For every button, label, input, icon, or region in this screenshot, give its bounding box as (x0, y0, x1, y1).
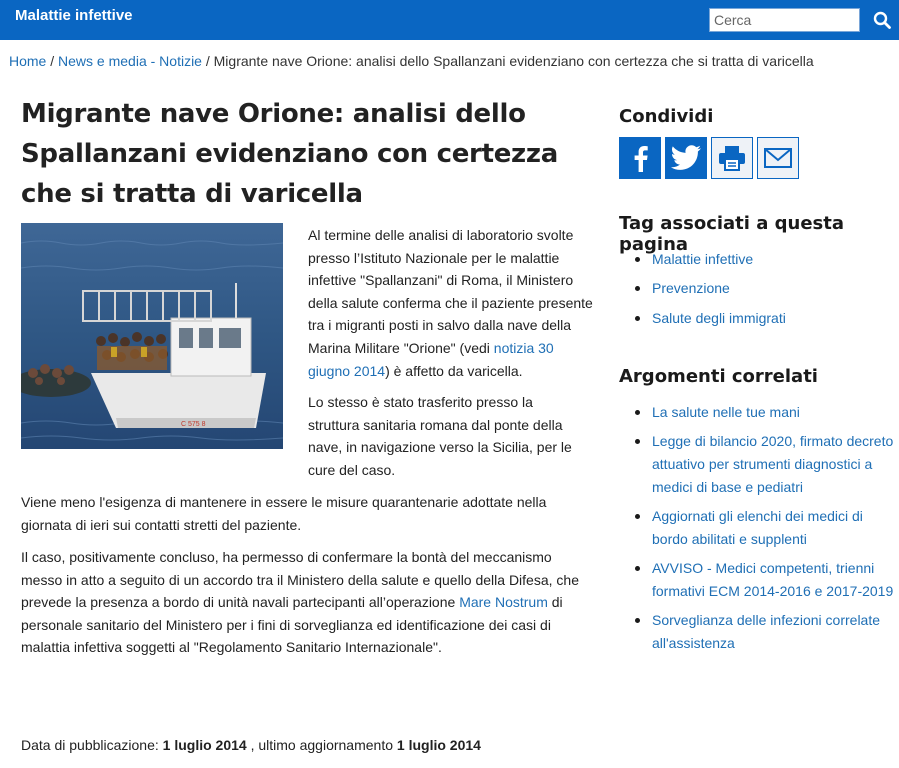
email-share-button[interactable] (757, 137, 799, 179)
list-item (619, 401, 894, 424)
list-item (619, 557, 894, 602)
breadcrumb-current: Migrante nave Orione: analisi dello Spallanzani evidenziano con certezza che si tratta di varicella (213, 53, 814, 69)
twitter-icon (670, 144, 702, 172)
article-paragraph: Lo stesso è stato trasferito presso la struttura sanitaria romana dal ponte della nave, in navigazione verso la Sicilia, per le cure del caso. (308, 394, 572, 478)
related-link[interactable]: Sorveglianza delle infezioni correlate all'assistenza (652, 611, 881, 651)
related-link[interactable]: AVVISO - Medici competenti, trienni formativi ECM 2014-2016 e 2017-2019 (652, 559, 894, 599)
breadcrumb-separator: / (50, 53, 59, 69)
related-link[interactable]: Legge di bilancio 2020, firmato decreto attuativo per strumenti diagnostici a medici di base e pediatri (652, 433, 894, 495)
list-item (619, 277, 889, 300)
publication-label: Data di pubblicazione: (21, 737, 163, 753)
paragraph-text: ) è affetto da varicella. (385, 362, 523, 379)
paragraph-text: Il caso, positivamente concluso, ha permesso di confermare la bontà del meccanismo messo in atto a seguito di un accordo tra il Ministero della salute e quello della Difesa, che prevede la presenza a bordo di unità navali partecipanti all’operazione (21, 549, 579, 611)
mare-nostrum-link[interactable]: Mare Nostrum (459, 594, 548, 611)
mail-icon (764, 148, 792, 168)
tag-link-prevenzione[interactable]: Prevenzione (652, 280, 730, 297)
article-paragraph: Viene meno l'esigenza di mantenere in essere le misure quarantenarie adottate nella giornata di ieri sui contatti stretti del paziente. (21, 494, 547, 533)
share-buttons (619, 137, 799, 179)
svg-text:C 575 8: C 575 8 (181, 421, 206, 428)
facebook-share-button[interactable] (619, 137, 661, 179)
article-paragraph (308, 224, 598, 382)
site-title[interactable]: Malattie infettive (15, 7, 133, 24)
breadcrumb-separator: / (205, 53, 214, 69)
breadcrumb (9, 53, 814, 69)
tag-link-malattie-infettive[interactable]: Malattie infettive (652, 251, 754, 267)
search-button[interactable] (864, 4, 899, 36)
paragraph-text: Al termine delle analisi di laboratorio svolte presso l’Istituto Nazionale per le malattie infettive "Spallanzani" di Roma, il Ministero della salute conferma che il paziente presente tra i migranti posti in salvo dalla nave della Marina Militare "Orione" (vedi (308, 227, 593, 356)
list-item (619, 609, 894, 654)
article-paragraph (21, 546, 581, 659)
twitter-share-button[interactable] (665, 137, 707, 179)
related-heading: Argomenti correlati (619, 366, 818, 387)
breadcrumb-home-link[interactable]: Home (9, 53, 47, 69)
updated-date: 1 luglio 2014 (396, 737, 481, 753)
top-bar (0, 0, 899, 40)
print-icon (718, 145, 746, 171)
list-item (619, 430, 894, 498)
search-icon (873, 11, 891, 29)
tags-heading: Tag associati a questa pagina (619, 213, 845, 255)
paragraph-text: di personale sanitario del Ministero per i fini di sorveglianza ed identificazione dei casi di malattia infettiva soggetti al "Regolamento Sanitario Internazionale". (21, 594, 563, 656)
list-item (619, 248, 889, 271)
tag-link-salute-immigrati[interactable]: Salute degli immigrati (652, 309, 786, 326)
published-date: 1 luglio 2014 (162, 737, 247, 753)
related-topics-list (619, 401, 894, 661)
tags-list (619, 248, 889, 336)
search-input[interactable] (709, 8, 860, 32)
related-link[interactable]: La salute nelle tue mani (652, 404, 800, 420)
list-item (619, 307, 889, 330)
facebook-icon (629, 144, 651, 172)
updated-label: , ultimo aggiornamento (246, 737, 397, 753)
share-heading: Condividi (619, 106, 714, 127)
news-30-june-link[interactable]: notizia 30 giugno 2014 (308, 339, 554, 379)
print-button[interactable] (711, 137, 753, 179)
publication-date (21, 737, 481, 753)
article-image-rescue-boat (21, 223, 283, 449)
breadcrumb-news-link[interactable]: News e media - Notizie (58, 53, 202, 69)
page-title: Migrante nave Orione: analisi dello Spallanzani evidenziano con certezza che si tratta di varicella (21, 99, 558, 209)
list-item (619, 505, 894, 550)
related-link[interactable]: Aggiornati gli elenchi dei medici di bordo abilitati e supplenti (652, 507, 863, 547)
